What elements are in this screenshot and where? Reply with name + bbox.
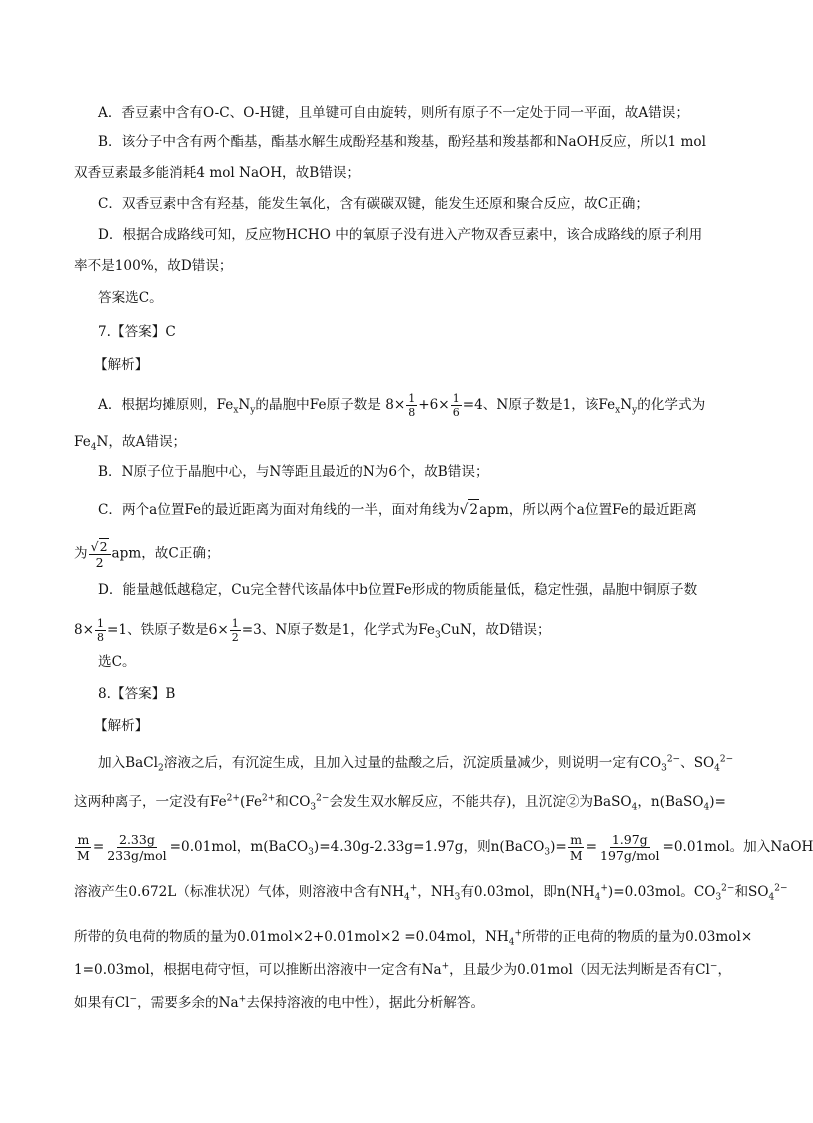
q7-option-c-line2 [74,538,220,570]
ion-so4: SO [693,755,715,771]
sub: 3 [454,892,461,903]
sqrt-sign: √ [90,539,99,554]
denominator: 2 [231,631,239,644]
q7-option-c-line1 [98,499,697,520]
sub: 4 [594,892,601,903]
sub: x [615,405,621,416]
sub: y [250,405,256,416]
text: 和 [734,884,749,900]
text: 去保持溶液的电中性），据此分析解答。 [246,995,485,1011]
q8-para-line2 [74,792,726,812]
text: 、 [680,755,694,771]
sup: 2− [774,883,788,894]
sub: 4 [714,763,720,774]
sub: 3 [715,892,722,903]
q6-option-c: C．双香豆素中含有羟基，能发生氧化，含有碳碳双键，能发生还原和聚合反应，故C正确； [98,196,649,212]
sub: x [233,405,239,416]
text: 8 [74,622,83,638]
text: ，NH [417,884,455,900]
sup: − [709,961,718,972]
text: 有0.03mol，即n( [460,884,571,900]
numerator: 1 [452,392,460,405]
text: apm，所以两个a位置Fe的最近距离 [479,502,697,518]
sup: + [238,994,247,1005]
sup: 2+ [262,793,276,804]
text: C．两个a位置Fe的最近距离为面对角线的一半，面对角线为 [98,502,460,518]
numerator: 1 [408,392,416,405]
text: 溶液产生0.672L（标准状况）气体，则溶液中含有 [74,884,381,900]
text: 所带的正电荷的物质的量为0.03mol× [522,929,753,945]
text: =4 [462,397,483,413]
sup: 2− [721,883,735,894]
text: )=0.03mol。 [607,884,694,900]
q8-para-line7 [74,993,484,1013]
text: ， [717,962,732,978]
q7-answer-heading: 7.【答案】C [98,324,176,340]
text: =0.01mol。加入NaOH [662,839,813,855]
text: A．根据均摊原则，Fe [98,397,234,413]
q7-answer: 选C。 [98,654,136,670]
ion-nh4: NH [380,884,404,900]
sub: y [632,405,638,416]
sub: 4 [403,892,410,903]
radicand: 2 [99,539,108,554]
ion-co3: CO [639,755,662,771]
text: 1=0.03mol，根据电荷守恒，可以推断出溶液中一定含有Na [74,962,442,978]
q7-option-a-line2 [74,432,186,452]
q8-answer-heading: 8.【答案】B [98,686,176,702]
numerator: 1 [231,617,239,630]
text: ，需要多余的Na [137,995,239,1011]
text: = [585,839,598,855]
numerator: m [570,832,583,847]
q8-para-line5 [74,927,752,947]
text: (Fe [239,794,262,810]
text: )=4.30g-2.33g=1.97g，则n(BaCO [313,839,545,855]
text: ，n(BaSO [637,794,704,810]
q8-para-line4 [74,882,788,902]
q7-option-b: B．N原子位于晶胞中心，与N等距且最近的N为6个，故B错误； [98,464,489,480]
fraction-1-2 [230,617,241,644]
sup: + [514,928,522,939]
text: + [418,397,430,413]
denominator: M [569,848,583,863]
sub: 3 [308,847,314,858]
text: × [438,397,450,413]
text: 这两种离子，一定没有Fe [74,794,227,810]
ion-co3: CO [288,794,311,810]
denominator: 197g/mol [600,848,660,863]
sqrt-sign: √ [459,502,469,518]
q8-para-line1 [98,753,733,773]
fraction-1-6 [451,392,462,419]
text: 和 [275,794,289,810]
ion-nh4: NH [484,929,509,945]
sub: 2 [158,763,164,774]
text: N，故A错误； [96,434,187,450]
denominator: M [77,848,90,863]
text: 6 [208,622,218,638]
text: 8 [385,397,394,413]
text: apm，故C正确； [111,545,220,562]
radicand: 2 [468,499,479,520]
text: 的化学式为 [637,397,706,413]
q7-analysis-label: 【解析】 [94,357,149,373]
sup: 2− [666,754,681,765]
ion-so4: SO [748,884,769,900]
text: = [92,839,105,855]
denominator: 2 [95,555,104,570]
sub: 4 [508,937,515,948]
q6-option-b-line2: 双香豆素最多能消耗4 mol NaOH，故B错误； [74,165,361,181]
text: 、N原子数是1，该Fe [482,397,616,413]
q6-option-d-line1: D．根据合成路线可知，反应物HCHO 中的氧原子没有进入产物双香豆素中，该合成路线的原子利用 [98,227,703,243]
sup: + [600,883,608,894]
fraction-1-8 [406,392,417,419]
denominator: 8 [97,631,105,644]
text: ，且最少为0.01mol（因无法判断是否有Cl [449,962,710,978]
sup: + [409,883,418,894]
numerator: m [77,832,90,847]
text: 6 [429,397,439,413]
sub: 4 [703,802,710,813]
text: =3、N原子数是1，化学式为Fe [241,622,435,638]
numerator: 1 [97,617,105,630]
q8-analysis-label: 【解析】 [94,718,149,734]
ion-nh4: NH [570,884,595,900]
sub: 3 [661,763,667,774]
text: × [217,622,229,638]
text: =0.01mol，m(BaCO [169,839,309,855]
q7-option-a-line1 [98,392,705,419]
text: × [82,622,95,638]
text: 为 [74,545,88,562]
sub: 3 [434,630,441,641]
numerator [89,538,111,555]
text: 加入BaCl [98,755,159,771]
fraction-m-over-M [75,832,92,863]
denominator: 233g/mol [107,848,167,863]
text: Fe [74,434,91,450]
q6-option-b-line1: B．该分子中含有两个酯基，酯基水解生成酚羟基和羧基，酚羟基和羧基都和NaOH反应，所以1 mol [98,134,706,150]
denominator: 8 [408,406,416,419]
fraction-m-over-M [568,832,585,863]
ion-co3: CO [693,884,716,900]
text: N [620,397,633,413]
numerator: 1.97g [611,832,648,847]
fraction-sqrt2-over-2 [89,538,111,570]
q7-option-d-line1: D．能量越低越稳定，Cu完全替代该晶体中b位置Fe形成的物质能量低，稳定性强，晶胞中铜原子数 [98,582,698,598]
text: 所带的负电荷的物质的量为0.01mol×2+0.01mol×2 =0.04mol， [74,929,485,945]
fraction-1.97-over-197 [598,832,661,863]
q8-para-line6 [74,960,731,980]
text: )= [550,839,567,855]
denominator: 6 [452,406,460,419]
sup: 2− [316,793,330,804]
text: 如果有Cl [74,995,130,1011]
q6-answer: 答案选C。 [98,290,163,306]
sub: 3 [310,802,317,813]
sup: 2+ [226,793,240,804]
sub: 4 [631,802,638,813]
text: )= [709,794,726,810]
numerator: 2.33g [119,832,155,847]
text: =1、铁原子数是 [107,622,209,638]
text: × [393,397,406,413]
q8-para-line3 [74,832,813,863]
q6-option-a: A．香豆素中含有O-C、O-H键，且单键可自由旋转，则所有原子不一定处于同一平面，故A错误； [98,105,689,121]
sub: 4 [768,892,775,903]
sup: − [129,994,138,1005]
q7-option-d-line2 [74,617,551,644]
sub: 4 [90,442,97,453]
fraction-1-8 [95,617,106,644]
text: 溶液之后，有沉淀生成，且加入过量的盐酸之后，沉淀质量减少，则说明一定有 [163,755,640,771]
text: 会发生双水解反应，不能共存)，且沉淀②为BaSO [329,794,632,810]
fraction-2.33-over-233 [105,832,168,863]
text: N [238,397,251,413]
text: CuN，故D错误； [440,622,551,638]
text: 的晶胞中Fe原子数是 [255,397,381,413]
sup: 2− [719,754,734,765]
sup: + [441,961,450,972]
q6-option-d-line2: 率不是100%，故D错误； [74,258,233,274]
sub: 3 [544,847,551,858]
